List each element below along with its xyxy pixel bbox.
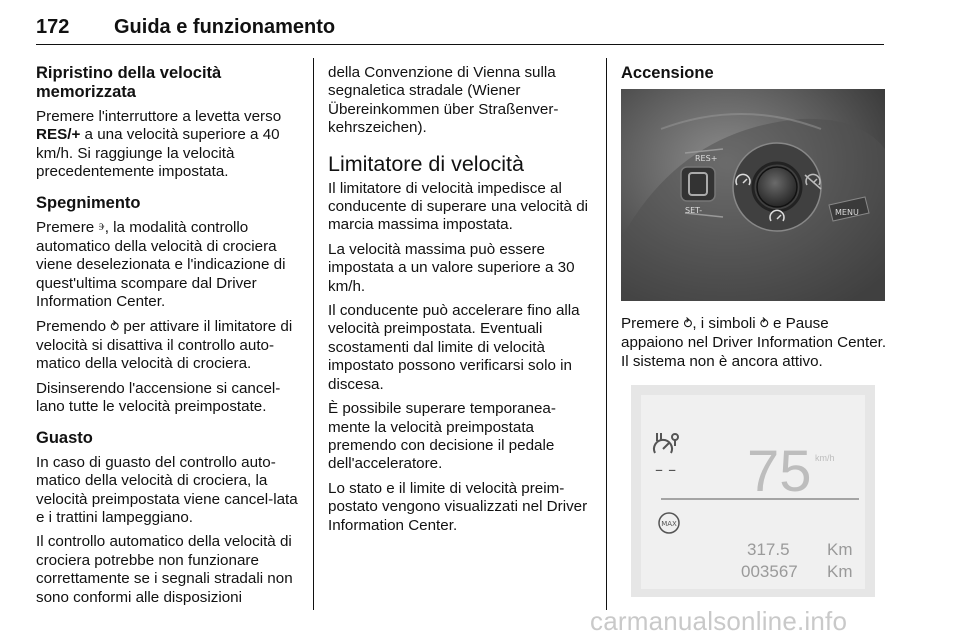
column-3 [621, 64, 893, 597]
steering-wheel-controls-figure [621, 89, 885, 301]
column-2 [328, 64, 596, 541]
odometer-unit: Km [827, 562, 853, 582]
speed-limiter-icon: ⥁ [683, 317, 693, 332]
column-divider [606, 58, 607, 610]
paragraph: Premere ⰵ, la modalità controllo automatico della velocità di crociera viene deselezionata e l'indicazione di quest'ultima scompare dal Driver Information Center. [36, 218, 286, 311]
paragraph: La velocità massima può essere impostata a un valore superiore a 30 km/h. [328, 240, 575, 295]
trip-unit: Km [827, 540, 853, 560]
set-label: SET- [685, 206, 703, 215]
chapter-title: Guida e funzionamento [114, 16, 336, 38]
heading-spegnimento: Spegnimento [36, 193, 141, 212]
res-plus-label: RES/+ [36, 126, 81, 144]
cruise-off-icon: ⰵ [98, 220, 105, 236]
column-1 [36, 64, 304, 613]
paragraph: Il limitatore di velocità impedisce al conducente di superare una velocità di marcia massima impostata. [328, 179, 589, 234]
speed-value: 75 [747, 439, 812, 505]
paragraph: Premere l'interruttore a levetta verso RES/+ a una velocità superiore a 40 km/h. Si raggiunge la velocità precedentemente impostata. [36, 108, 282, 181]
driver-information-center-figure [631, 385, 875, 597]
paragraph: Premendo ⥁ per attivare il limitatore di velocità si disattiva il controllo auto-matico della velocità di crociera. [36, 317, 293, 373]
page-number: 172 [36, 16, 70, 38]
heading-accensione: Accensione [621, 64, 714, 82]
speed-limiter-icon: ⥁ [110, 319, 120, 335]
speed-unit: km/h [815, 453, 835, 464]
paragraph: In caso di guasto del controllo auto-matico della velocità di crociera, la velocità preimpostata viene cancel-lata e i trattini lampeggiano. [36, 453, 298, 526]
paragraph: Il conducente può accelerare fino alla velocità preimpostata. Eventuali scostamenti dal limite di velocità impostato possono verificarsi solo in discesa. [328, 302, 580, 393]
trip-value: 317.5 [747, 540, 790, 560]
paragraph: Lo stato e il limite di velocità preim-postato vengono visualizzati nel Driver Information Center. [328, 479, 588, 534]
heading-ripristino: Ripristino della velocità memorizzata [36, 64, 222, 101]
limit-dashes: – – [655, 460, 677, 480]
paragraph: È possibile superare temporanea-mente la velocità preimpostata premendo con decisione il pedale dell'acceleratore. [328, 400, 556, 473]
column-divider [313, 58, 314, 610]
page-header [36, 14, 884, 45]
svg-text:MAX: MAX [661, 520, 677, 529]
paragraph: della Convenzione di Vienna sulla segnaletica stradale (Wiener Übereinkommen über Straßenver-kehrszeichen). [328, 64, 559, 137]
speed-limiter-icon: ⥁ [759, 317, 769, 332]
menu-label: MENU [835, 208, 859, 217]
heading-limitatore: Limitatore di velocità [328, 151, 524, 176]
odometer-value: 003567 [741, 562, 798, 582]
res-label: RES+ [695, 154, 718, 163]
watermark: carmanualsonline.info [590, 606, 848, 636]
paragraph: Il controllo automatico della velocità di crociera potrebbe non funzionare correttamente se i segnali stradali non sono conformi alle disposizioni [36, 533, 293, 606]
paragraph: Disinserendo l'accensione si cancel-lano tutte le velocità preimpostate. [36, 379, 281, 416]
paragraph: Premere ⥁, i simboli ⥁ e Pause appaiono nel Driver Information Center. Il sistema non è ancora attivo. [621, 315, 887, 370]
heading-guasto: Guasto [36, 428, 93, 447]
